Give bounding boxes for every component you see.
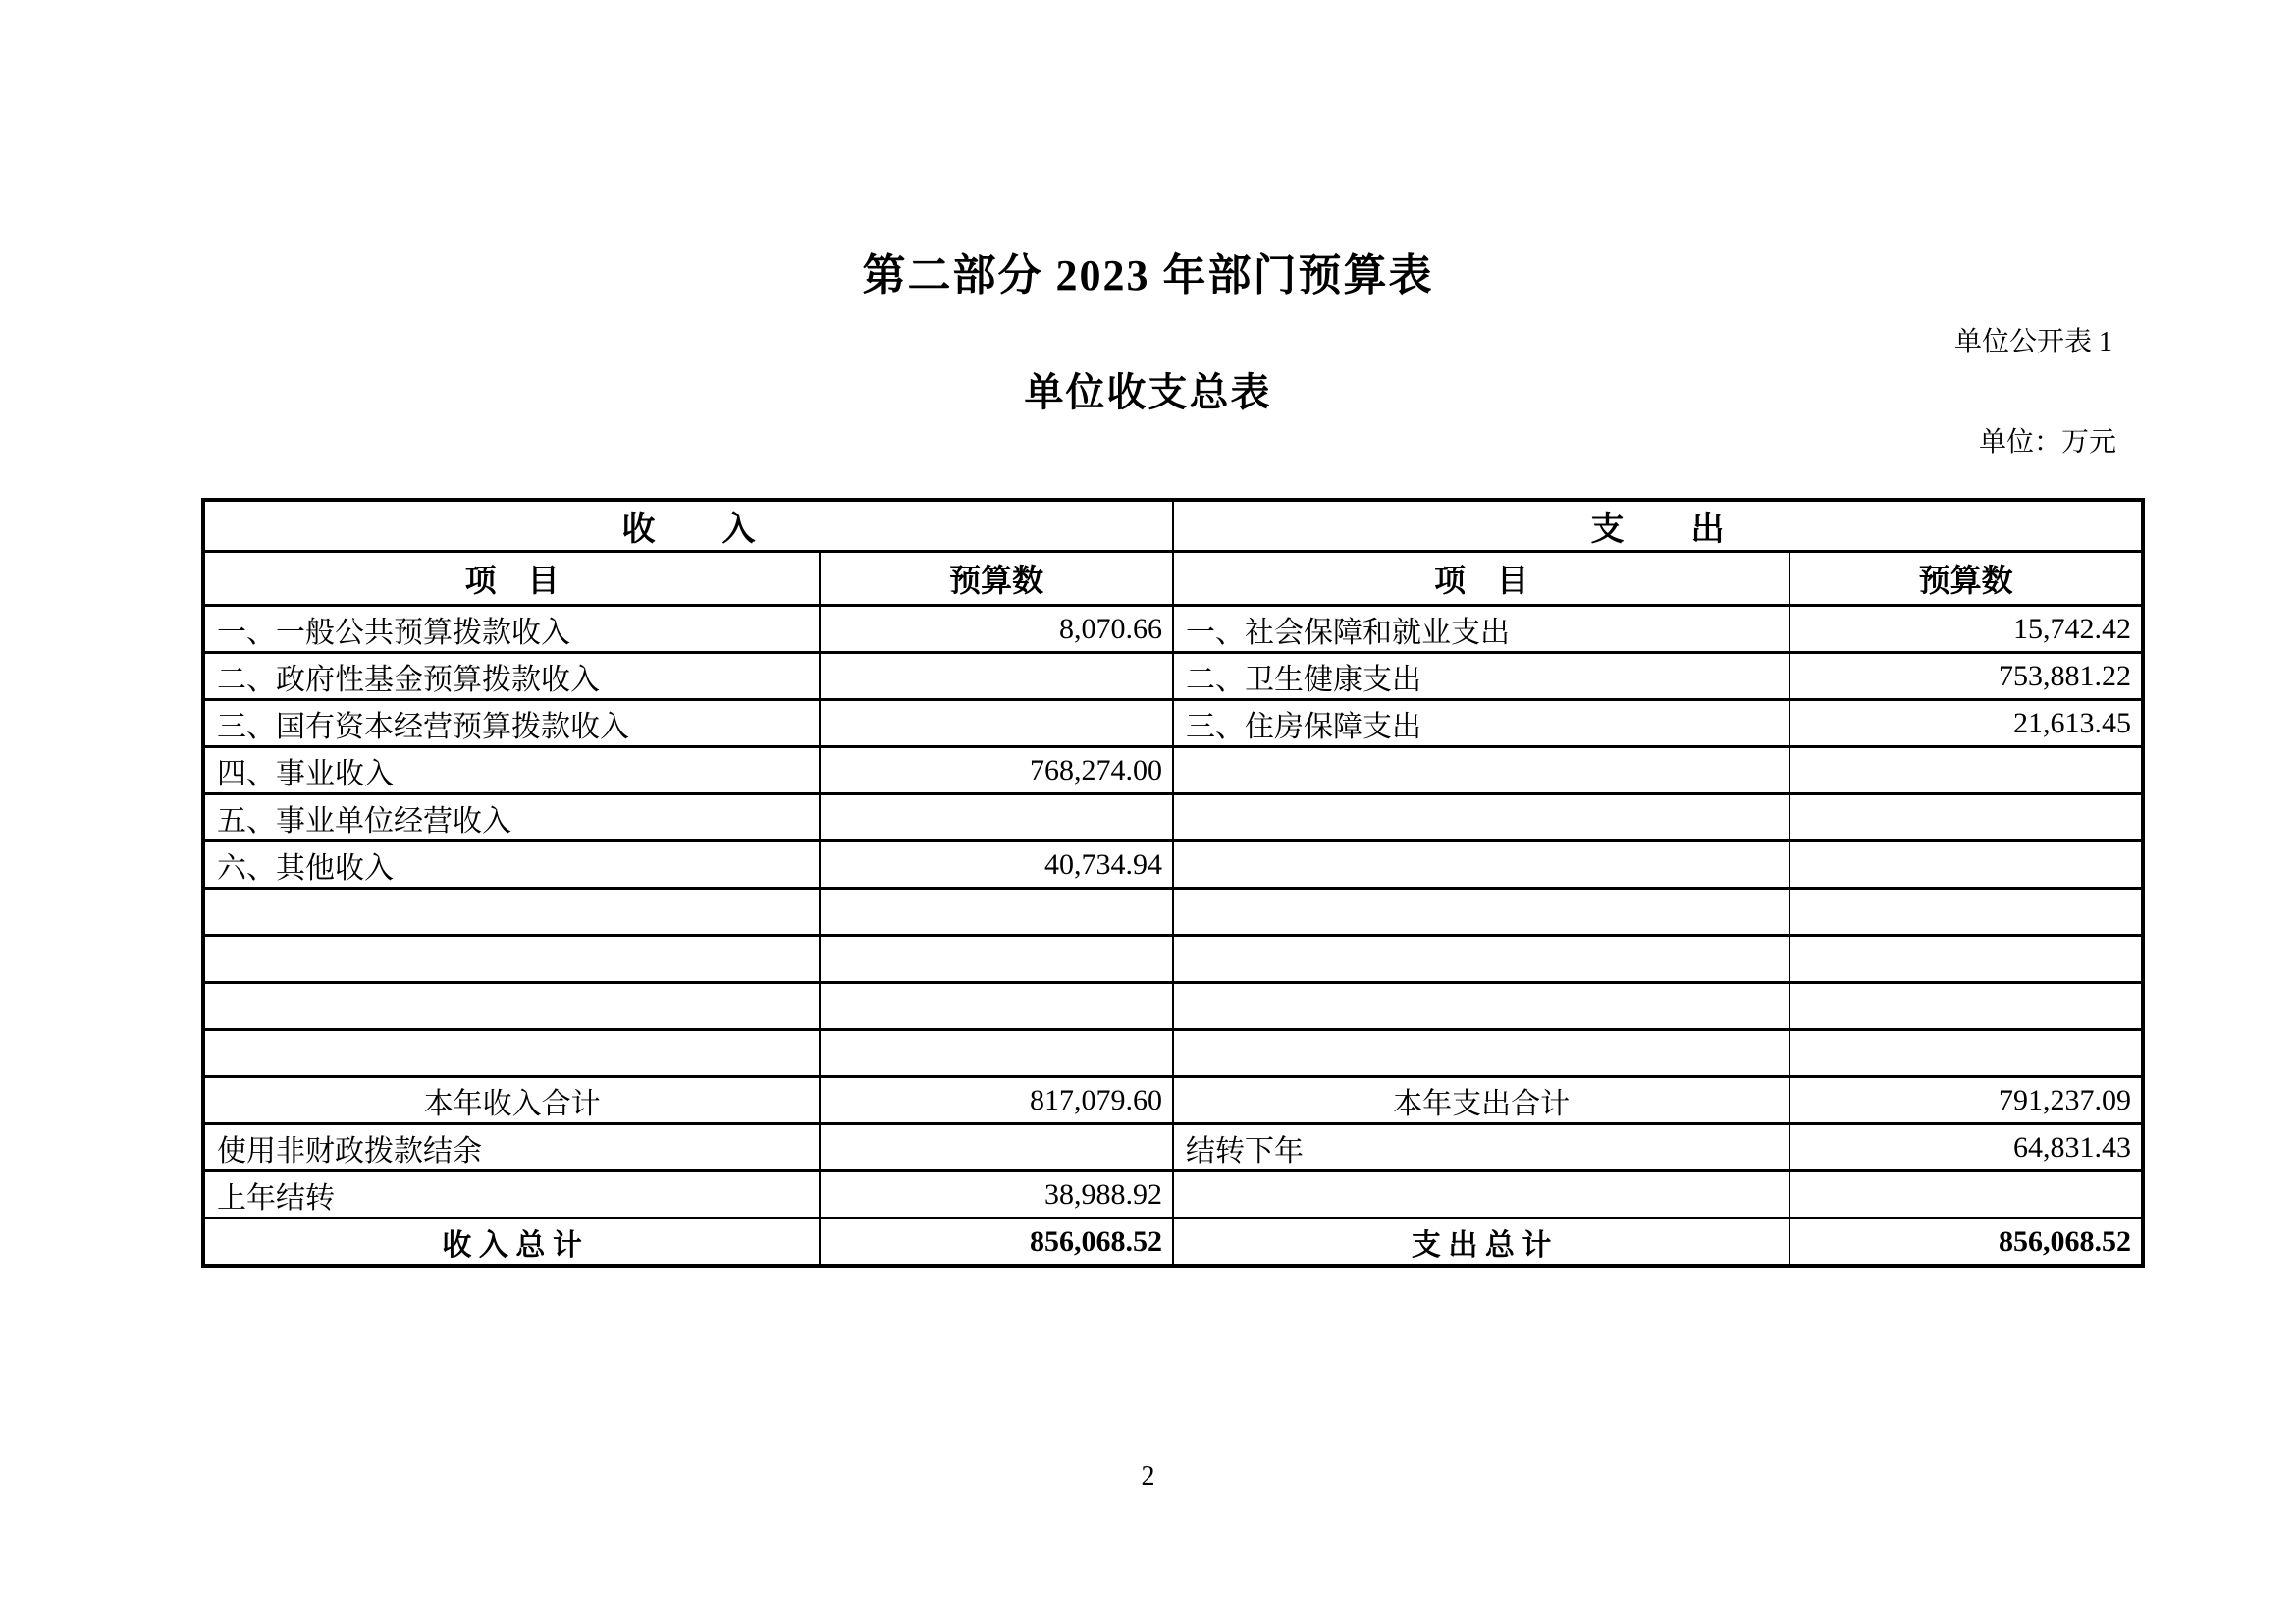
- income-item-cell: 三、国有资本经营预算拨款收入: [203, 700, 820, 747]
- income-value-cell: [820, 936, 1173, 983]
- expense-value-cell: [1789, 1171, 2143, 1218]
- income-item-cell: 二、政府性基金预算拨款收入: [203, 653, 820, 700]
- table-row: [203, 700, 2143, 747]
- expense-value-cell: [1789, 889, 2143, 936]
- expense-total-label: 支 出 总 计: [1173, 1218, 1789, 1267]
- expense-value-cell: 64,831.43: [1789, 1124, 2143, 1171]
- expense-section-header: 支 出: [1173, 500, 2143, 552]
- income-item-cell: 六、其他收入: [203, 841, 820, 889]
- expense-item-cell: [1173, 794, 1789, 841]
- expense-value-cell: [1789, 841, 2143, 889]
- table-note: 单位公开表 1: [1953, 327, 2112, 357]
- table-row: [203, 794, 2143, 841]
- table-row: [203, 747, 2143, 794]
- expense-value-cell: [1789, 936, 2143, 983]
- expense-item-cell: [1173, 747, 1789, 794]
- expense-budget-column-header: 预算数: [1789, 552, 2143, 606]
- budget-table: [201, 498, 2145, 1268]
- expense-subtotal-label: 本年支出合计: [1173, 1077, 1789, 1124]
- table-row: [203, 841, 2143, 889]
- income-budget-column-header: 预算数: [820, 552, 1173, 606]
- expense-item-cell: [1173, 889, 1789, 936]
- table-row: [203, 1124, 2143, 1171]
- expense-item-cell: 结转下年: [1173, 1124, 1789, 1171]
- income-item-cell: [203, 1030, 820, 1077]
- income-item-cell: [203, 983, 820, 1030]
- expense-item-cell: 二、卫生健康支出: [1173, 653, 1789, 700]
- expense-item-cell: [1173, 936, 1789, 983]
- expense-item-cell: [1173, 1171, 1789, 1218]
- page-title: 第二部分 2023 年部门预算表: [862, 251, 1434, 299]
- income-item-cell: [203, 936, 820, 983]
- table-row: [203, 1171, 2143, 1218]
- expense-value-cell: [1789, 794, 2143, 841]
- expense-subtotal-value: 791,237.09: [1789, 1077, 2143, 1124]
- expense-item-cell: 三、住房保障支出: [1173, 700, 1789, 747]
- income-item-cell: 五、事业单位经营收入: [203, 794, 820, 841]
- expense-item-cell: [1173, 983, 1789, 1030]
- income-section-header: 收 入: [203, 500, 1173, 552]
- income-item-cell: 上年结转: [203, 1171, 820, 1218]
- expense-value-cell: [1789, 747, 2143, 794]
- unit-label: 单位：万元: [1978, 427, 2116, 458]
- section-header-row: [203, 500, 2143, 552]
- income-value-cell: [820, 794, 1173, 841]
- expense-item-column-header: 项 目: [1173, 552, 1789, 606]
- subtotal-row: [203, 1077, 2143, 1124]
- income-total-value: 856,068.52: [820, 1218, 1173, 1267]
- expense-item-cell: 一、社会保障和就业支出: [1173, 606, 1789, 653]
- expense-value-cell: 15,742.42: [1789, 606, 2143, 653]
- income-subtotal-label: 本年收入合计: [203, 1077, 820, 1124]
- income-subtotal-value: 817,079.60: [820, 1077, 1173, 1124]
- expense-value-cell: [1789, 1030, 2143, 1077]
- table-subtitle: 单位收支总表: [1024, 370, 1272, 414]
- grand-total-row: [203, 1218, 2143, 1267]
- income-value-cell: [820, 889, 1173, 936]
- income-item-cell: 使用非财政拨款结余: [203, 1124, 820, 1171]
- table-row: [203, 653, 2143, 700]
- table-row: [203, 606, 2143, 653]
- expense-value-cell: 753,881.22: [1789, 653, 2143, 700]
- income-total-label: 收 入 总 计: [203, 1218, 820, 1267]
- income-value-cell: [820, 983, 1173, 1030]
- income-value-cell: 38,988.92: [820, 1171, 1173, 1218]
- expense-value-cell: 21,613.45: [1789, 700, 2143, 747]
- income-item-cell: 四、事业收入: [203, 747, 820, 794]
- income-value-cell: [820, 700, 1173, 747]
- table-row: [203, 889, 2143, 936]
- table-row: [203, 1030, 2143, 1077]
- table-row: [203, 936, 2143, 983]
- income-value-cell: [820, 1030, 1173, 1077]
- expense-value-cell: [1789, 983, 2143, 1030]
- income-value-cell: 768,274.00: [820, 747, 1173, 794]
- income-item-cell: [203, 889, 820, 936]
- income-value-cell: 8,070.66: [820, 606, 1173, 653]
- income-value-cell: 40,734.94: [820, 841, 1173, 889]
- expense-total-value: 856,068.52: [1789, 1218, 2143, 1267]
- expense-item-cell: [1173, 841, 1789, 889]
- income-item-cell: 一、一般公共预算拨款收入: [203, 606, 820, 653]
- income-value-cell: [820, 653, 1173, 700]
- table-row: [203, 983, 2143, 1030]
- income-item-column-header: 项 目: [203, 552, 820, 606]
- income-value-cell: [820, 1124, 1173, 1171]
- page-number: 2: [1141, 1461, 1155, 1491]
- column-header-row: [203, 552, 2143, 606]
- expense-item-cell: [1173, 1030, 1789, 1077]
